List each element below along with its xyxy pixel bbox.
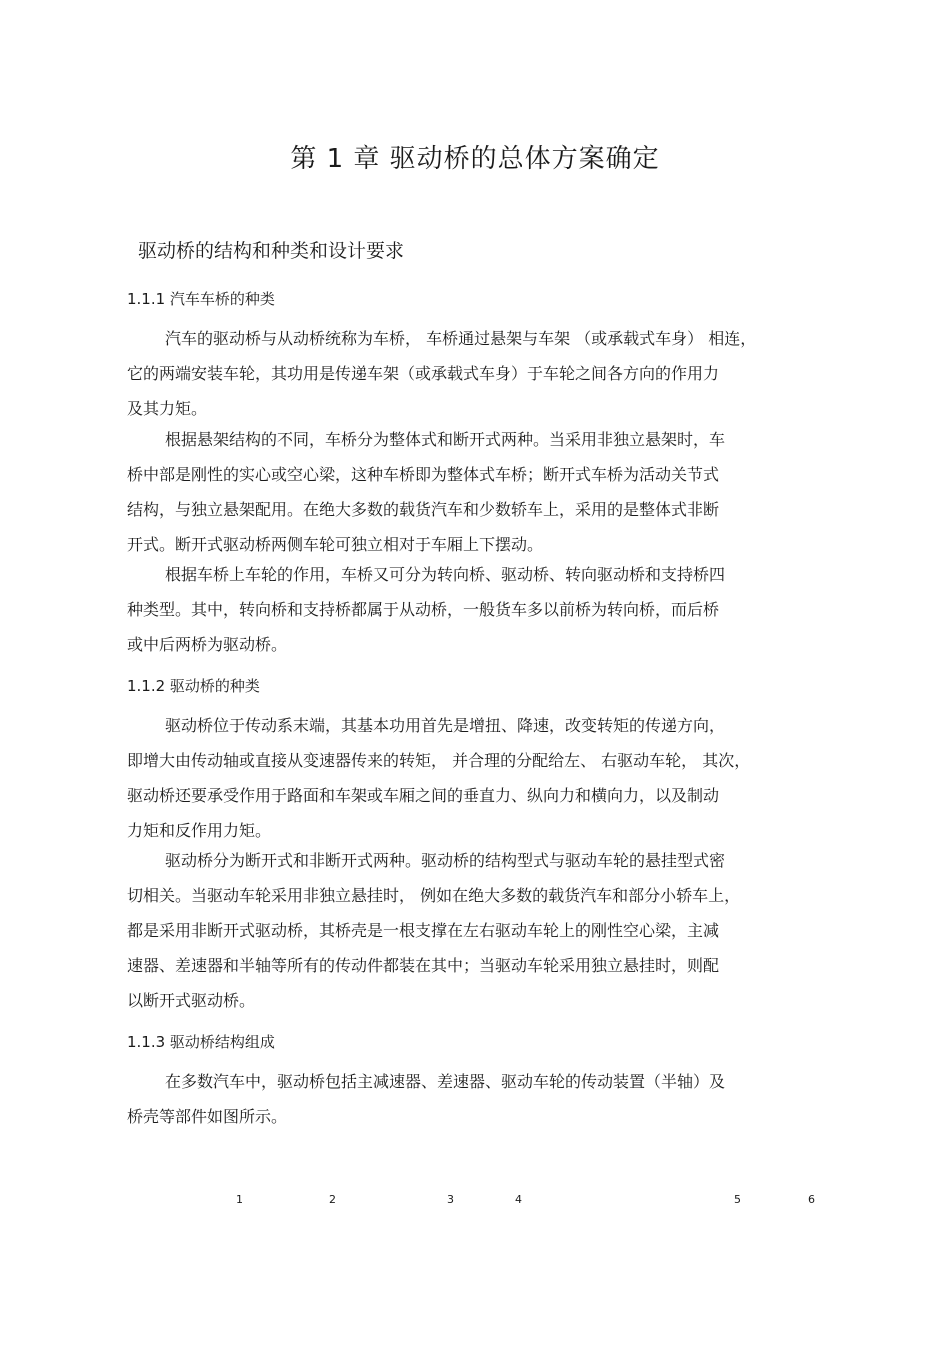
paragraph-line: 桥壳等部件如图所示。 <box>127 1107 288 1126</box>
figure-callout-number: 1 <box>236 1193 243 1206</box>
paragraph-line: 驱动桥还要承受作用于路面和车架或车厢之间的垂直力、纵向力和横向力，以及制动 <box>127 786 720 805</box>
paragraph-line: 根据车桥上车轮的作用，车桥又可分为转向桥、驱动桥、转向驱动桥和支持桥四 <box>165 565 726 584</box>
paragraph-line: 结构，与独立悬架配用。在绝大多数的载货汽车和少数轿车上，采用的是整体式非断 <box>127 500 720 519</box>
paragraph-line: 力矩和反作用力矩。 <box>127 821 272 840</box>
paragraph-line: 即增大由传动轴或直接从变速器传来的转矩， 并合理的分配给左、 右驱动车轮， 其次， <box>127 751 751 770</box>
chapter-title: 第 1 章 驱动桥的总体方案确定 <box>290 144 660 174</box>
paragraph <box>127 321 832 426</box>
subsection-heading-1-1-2: 1.1.2 驱动桥的种类 <box>127 677 260 695</box>
paragraph-line: 它的两端安装车轮，其功用是传递车架（或承载式车身）于车轮之间各方向的作用力 <box>127 364 720 383</box>
paragraph-line: 根据悬架结构的不同，车桥分为整体式和断开式两种。当采用非独立悬架时，车 <box>165 430 726 449</box>
paragraph <box>127 422 832 562</box>
subsection-heading-1-1-1: 1.1.1 汽车车桥的种类 <box>127 290 275 308</box>
paragraph-line: 种类型。其中，转向桥和支持桥都属于从动桥，一般货车多以前桥为转向桥，而后桥 <box>127 600 720 619</box>
paragraph-line: 速器、差速器和半轴等所有的传动件都装在其中；当驱动车轮采用独立悬挂时，则配 <box>127 956 720 975</box>
paragraph <box>127 557 832 662</box>
figure-callout-number: 2 <box>329 1193 336 1206</box>
paragraph-line: 都是采用非断开式驱动桥，其桥壳是一根支撑在左右驱动车轮上的刚性空心梁，主减 <box>127 921 720 940</box>
paragraph-line: 桥中部是刚性的实心或空心梁，这种车桥即为整体式车桥；断开式车桥为活动关节式 <box>127 465 720 484</box>
paragraph <box>127 1064 832 1134</box>
paragraph-line: 驱动桥位于传动系末端，其基本功用首先是增扭、降速，改变转矩的传递方向， <box>165 716 726 735</box>
paragraph-line: 或中后两桥为驱动桥。 <box>127 635 288 654</box>
figure-callout-number: 5 <box>734 1193 741 1206</box>
paragraph-line: 切相关。当驱动车轮采用非独立悬挂时， 例如在绝大多数的载货汽车和部分小轿车上， <box>127 886 741 905</box>
figure-callout-number: 3 <box>447 1193 454 1206</box>
paragraph <box>127 708 832 848</box>
paragraph-line: 以断开式驱动桥。 <box>127 991 256 1010</box>
paragraph-line: 在多数汽车中，驱动桥包括主减速器、差速器、驱动车轮的传动装置（半轴）及 <box>165 1072 726 1091</box>
figure-callout-labels <box>0 1193 950 1213</box>
paragraph-line: 及其力矩。 <box>127 399 208 418</box>
subsection-heading-1-1-3: 1.1.3 驱动桥结构组成 <box>127 1033 275 1051</box>
figure-callout-number: 6 <box>808 1193 815 1206</box>
section-title: 驱动桥的结构和种类和设计要求 <box>138 240 405 262</box>
figure-callout-number: 4 <box>515 1193 522 1206</box>
paragraph-line: 驱动桥分为断开式和非断开式两种。驱动桥的结构型式与驱动车轮的悬挂型式密 <box>165 851 726 870</box>
paragraph-line: 汽车的驱动桥与从动桥统称为车桥， 车桥通过悬架与车架 （或承载式车身） 相连， <box>165 329 757 348</box>
paragraph <box>127 843 832 1018</box>
paragraph-line: 开式。断开式驱动桥两侧车轮可独立相对于车厢上下摆动。 <box>127 535 544 554</box>
